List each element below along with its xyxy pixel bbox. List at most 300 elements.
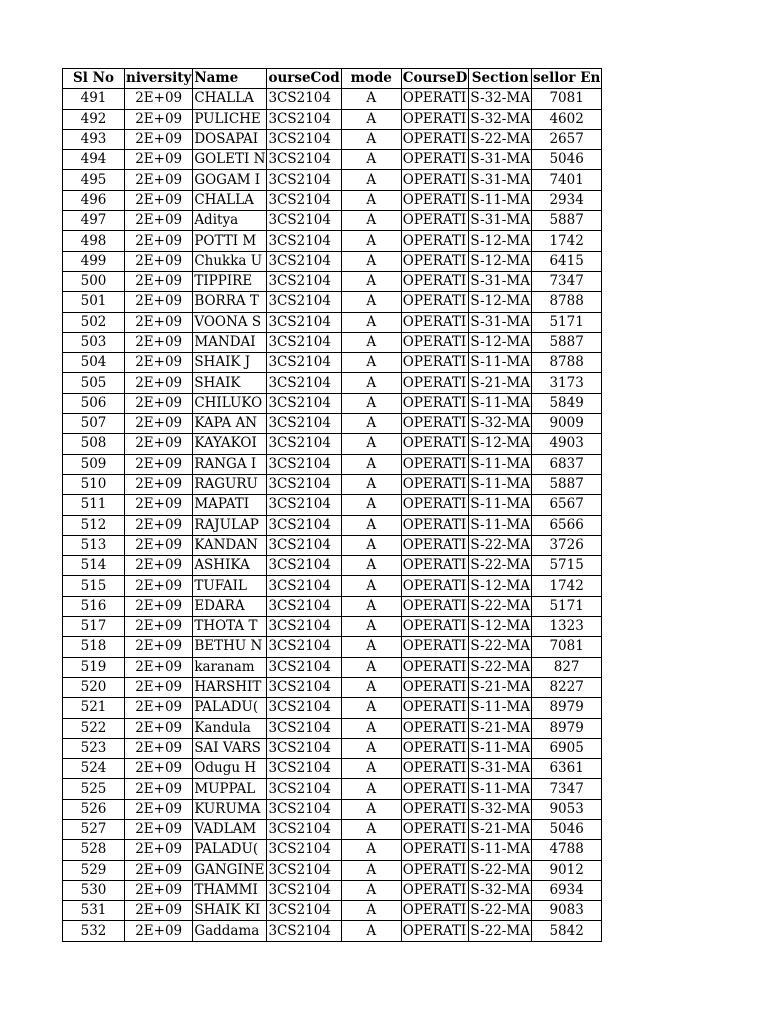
cell-course-code[interactable]: 3CS2104 — [267, 677, 341, 697]
cell-mode[interactable]: A — [341, 89, 401, 109]
cell-counsellor[interactable]: 5842 — [531, 921, 601, 941]
cell-mode[interactable]: A — [341, 921, 401, 941]
cell-university[interactable]: 2E+09 — [125, 332, 193, 352]
cell-university[interactable]: 2E+09 — [125, 373, 193, 393]
cell-mode[interactable]: A — [341, 799, 401, 819]
cell-course-description[interactable]: OPERATI — [401, 677, 469, 697]
cell-counsellor[interactable]: 9053 — [531, 799, 601, 819]
cell-counsellor[interactable]: 5887 — [531, 474, 601, 494]
cell-mode[interactable]: A — [341, 231, 401, 251]
cell-section[interactable]: S-11-MA — [469, 840, 532, 860]
cell-sl-no[interactable]: 526 — [63, 799, 125, 819]
cell-section[interactable]: S-11-MA — [469, 474, 532, 494]
cell-counsellor[interactable]: 8788 — [531, 353, 601, 373]
cell-name[interactable]: GOGAM I — [193, 170, 267, 190]
cell-university[interactable]: 2E+09 — [125, 535, 193, 555]
cell-sl-no[interactable]: 527 — [63, 819, 125, 839]
cell-counsellor[interactable]: 9083 — [531, 901, 601, 921]
cell-mode[interactable]: A — [341, 170, 401, 190]
cell-section[interactable]: S-31-MA — [469, 271, 532, 291]
cell-course-description[interactable]: OPERATI — [401, 515, 469, 535]
cell-section[interactable]: S-12-MA — [469, 576, 532, 596]
cell-counsellor[interactable]: 7401 — [531, 170, 601, 190]
cell-counsellor[interactable]: 5046 — [531, 819, 601, 839]
cell-course-code[interactable]: 3CS2104 — [267, 170, 341, 190]
cell-counsellor[interactable]: 4788 — [531, 840, 601, 860]
cell-university[interactable]: 2E+09 — [125, 698, 193, 718]
cell-counsellor[interactable]: 5171 — [531, 596, 601, 616]
cell-counsellor[interactable]: 1742 — [531, 576, 601, 596]
cell-name[interactable]: MAPATI — [193, 495, 267, 515]
cell-course-description[interactable]: OPERATI — [401, 637, 469, 657]
cell-counsellor[interactable]: 7081 — [531, 89, 601, 109]
cell-section[interactable]: S-22-MA — [469, 860, 532, 880]
cell-section[interactable]: S-22-MA — [469, 901, 532, 921]
cell-university[interactable]: 2E+09 — [125, 312, 193, 332]
cell-name[interactable]: KAPA AN — [193, 414, 267, 434]
cell-mode[interactable]: A — [341, 190, 401, 210]
cell-course-description[interactable]: OPERATI — [401, 292, 469, 312]
cell-mode[interactable]: A — [341, 292, 401, 312]
cell-sl-no[interactable]: 532 — [63, 921, 125, 941]
cell-name[interactable]: TIPPIRE — [193, 271, 267, 291]
cell-name[interactable]: PALADU( — [193, 840, 267, 860]
cell-sl-no[interactable]: 505 — [63, 373, 125, 393]
cell-sl-no[interactable]: 529 — [63, 860, 125, 880]
cell-section[interactable]: S-11-MA — [469, 738, 532, 758]
cell-course-description[interactable]: OPERATI — [401, 718, 469, 738]
cell-sl-no[interactable]: 506 — [63, 393, 125, 413]
cell-section[interactable]: S-22-MA — [469, 556, 532, 576]
header-sl-no[interactable]: Sl No — [63, 69, 125, 89]
cell-counsellor[interactable]: 9012 — [531, 860, 601, 880]
cell-course-description[interactable]: OPERATI — [401, 576, 469, 596]
cell-mode[interactable]: A — [341, 840, 401, 860]
cell-course-code[interactable]: 3CS2104 — [267, 698, 341, 718]
cell-name[interactable]: PULICHE — [193, 109, 267, 129]
cell-sl-no[interactable]: 504 — [63, 353, 125, 373]
cell-course-description[interactable]: OPERATI — [401, 535, 469, 555]
cell-sl-no[interactable]: 516 — [63, 596, 125, 616]
cell-counsellor[interactable]: 1323 — [531, 617, 601, 637]
cell-counsellor[interactable]: 6567 — [531, 495, 601, 515]
cell-name[interactable]: THOTA T — [193, 617, 267, 637]
cell-sl-no[interactable]: 493 — [63, 129, 125, 149]
cell-counsellor[interactable]: 6415 — [531, 251, 601, 271]
cell-counsellor[interactable]: 6934 — [531, 880, 601, 900]
cell-counsellor[interactable]: 5715 — [531, 556, 601, 576]
header-course-description[interactable]: CourseD — [401, 69, 469, 89]
cell-section[interactable]: S-31-MA — [469, 170, 532, 190]
cell-mode[interactable]: A — [341, 129, 401, 149]
cell-sl-no[interactable]: 525 — [63, 779, 125, 799]
cell-section[interactable]: S-12-MA — [469, 251, 532, 271]
cell-sl-no[interactable]: 524 — [63, 759, 125, 779]
cell-course-description[interactable]: OPERATI — [401, 332, 469, 352]
cell-course-code[interactable]: 3CS2104 — [267, 211, 341, 231]
cell-section[interactable]: S-11-MA — [469, 454, 532, 474]
cell-mode[interactable]: A — [341, 414, 401, 434]
cell-university[interactable]: 2E+09 — [125, 474, 193, 494]
cell-section[interactable]: S-22-MA — [469, 637, 532, 657]
cell-course-description[interactable]: OPERATI — [401, 556, 469, 576]
header-section[interactable]: Section — [469, 69, 532, 89]
cell-university[interactable]: 2E+09 — [125, 718, 193, 738]
cell-course-description[interactable]: OPERATI — [401, 150, 469, 170]
cell-course-description[interactable]: OPERATI — [401, 596, 469, 616]
cell-course-code[interactable]: 3CS2104 — [267, 637, 341, 657]
cell-sl-no[interactable]: 522 — [63, 718, 125, 738]
cell-university[interactable]: 2E+09 — [125, 677, 193, 697]
cell-name[interactable]: KANDAN — [193, 535, 267, 555]
cell-course-code[interactable]: 3CS2104 — [267, 738, 341, 758]
cell-section[interactable]: S-32-MA — [469, 89, 532, 109]
cell-name[interactable]: Odugu H — [193, 759, 267, 779]
header-course-code[interactable]: ourseCod — [267, 69, 341, 89]
cell-course-code[interactable]: 3CS2104 — [267, 799, 341, 819]
cell-mode[interactable]: A — [341, 353, 401, 373]
cell-name[interactable]: DOSAPAI — [193, 129, 267, 149]
cell-mode[interactable]: A — [341, 495, 401, 515]
cell-sl-no[interactable]: 494 — [63, 150, 125, 170]
cell-university[interactable]: 2E+09 — [125, 901, 193, 921]
cell-course-description[interactable]: OPERATI — [401, 495, 469, 515]
cell-section[interactable]: S-11-MA — [469, 393, 532, 413]
cell-name[interactable]: Chukka U — [193, 251, 267, 271]
cell-course-code[interactable]: 3CS2104 — [267, 495, 341, 515]
cell-section[interactable]: S-32-MA — [469, 109, 532, 129]
header-university[interactable]: niversity — [125, 69, 193, 89]
cell-counsellor[interactable]: 2657 — [531, 129, 601, 149]
cell-section[interactable]: S-21-MA — [469, 718, 532, 738]
cell-name[interactable]: RANGA I — [193, 454, 267, 474]
cell-university[interactable]: 2E+09 — [125, 434, 193, 454]
cell-section[interactable]: S-11-MA — [469, 515, 532, 535]
cell-section[interactable]: S-22-MA — [469, 535, 532, 555]
cell-mode[interactable]: A — [341, 251, 401, 271]
cell-course-code[interactable]: 3CS2104 — [267, 190, 341, 210]
cell-course-description[interactable]: OPERATI — [401, 231, 469, 251]
cell-section[interactable]: S-22-MA — [469, 921, 532, 941]
cell-course-code[interactable]: 3CS2104 — [267, 353, 341, 373]
cell-name[interactable]: HARSHIT — [193, 677, 267, 697]
cell-course-code[interactable]: 3CS2104 — [267, 150, 341, 170]
cell-course-description[interactable]: OPERATI — [401, 89, 469, 109]
cell-name[interactable]: POTTI M — [193, 231, 267, 251]
cell-university[interactable]: 2E+09 — [125, 921, 193, 941]
cell-course-description[interactable]: OPERATI — [401, 617, 469, 637]
cell-mode[interactable]: A — [341, 718, 401, 738]
cell-university[interactable]: 2E+09 — [125, 211, 193, 231]
cell-name[interactable]: KURUMA — [193, 799, 267, 819]
cell-mode[interactable]: A — [341, 759, 401, 779]
cell-course-code[interactable]: 3CS2104 — [267, 657, 341, 677]
cell-section[interactable]: S-11-MA — [469, 698, 532, 718]
cell-name[interactable]: VADLAM — [193, 819, 267, 839]
cell-section[interactable]: S-11-MA — [469, 779, 532, 799]
cell-name[interactable]: VOONA S — [193, 312, 267, 332]
cell-sl-no[interactable]: 513 — [63, 535, 125, 555]
cell-sl-no[interactable]: 521 — [63, 698, 125, 718]
cell-course-description[interactable]: OPERATI — [401, 474, 469, 494]
cell-mode[interactable]: A — [341, 109, 401, 129]
cell-university[interactable]: 2E+09 — [125, 393, 193, 413]
cell-sl-no[interactable]: 508 — [63, 434, 125, 454]
cell-university[interactable]: 2E+09 — [125, 840, 193, 860]
cell-mode[interactable]: A — [341, 211, 401, 231]
cell-mode[interactable]: A — [341, 454, 401, 474]
cell-university[interactable]: 2E+09 — [125, 819, 193, 839]
cell-sl-no[interactable]: 503 — [63, 332, 125, 352]
cell-mode[interactable]: A — [341, 880, 401, 900]
header-counsellor[interactable]: sellor En — [531, 69, 601, 89]
cell-course-code[interactable]: 3CS2104 — [267, 880, 341, 900]
cell-name[interactable]: TUFAIL — [193, 576, 267, 596]
cell-name[interactable]: RAJULAP — [193, 515, 267, 535]
cell-course-description[interactable]: OPERATI — [401, 353, 469, 373]
cell-course-description[interactable]: OPERATI — [401, 211, 469, 231]
cell-university[interactable]: 2E+09 — [125, 271, 193, 291]
cell-name[interactable]: EDARA — [193, 596, 267, 616]
cell-section[interactable]: S-22-MA — [469, 657, 532, 677]
cell-name[interactable]: Aditya — [193, 211, 267, 231]
cell-mode[interactable]: A — [341, 901, 401, 921]
cell-counsellor[interactable]: 3173 — [531, 373, 601, 393]
cell-counsellor[interactable]: 5171 — [531, 312, 601, 332]
cell-course-code[interactable]: 3CS2104 — [267, 251, 341, 271]
cell-sl-no[interactable]: 498 — [63, 231, 125, 251]
cell-counsellor[interactable]: 6566 — [531, 515, 601, 535]
cell-counsellor[interactable]: 8979 — [531, 718, 601, 738]
cell-mode[interactable]: A — [341, 556, 401, 576]
cell-name[interactable]: MUPPAL — [193, 779, 267, 799]
cell-section[interactable]: S-32-MA — [469, 799, 532, 819]
cell-name[interactable]: CHALLA — [193, 190, 267, 210]
cell-mode[interactable]: A — [341, 393, 401, 413]
cell-university[interactable]: 2E+09 — [125, 860, 193, 880]
cell-counsellor[interactable]: 4903 — [531, 434, 601, 454]
cell-name[interactable]: Gaddama — [193, 921, 267, 941]
cell-course-description[interactable]: OPERATI — [401, 170, 469, 190]
cell-university[interactable]: 2E+09 — [125, 109, 193, 129]
cell-course-code[interactable]: 3CS2104 — [267, 474, 341, 494]
cell-university[interactable]: 2E+09 — [125, 738, 193, 758]
cell-counsellor[interactable]: 4602 — [531, 109, 601, 129]
cell-course-code[interactable]: 3CS2104 — [267, 921, 341, 941]
cell-course-description[interactable]: OPERATI — [401, 880, 469, 900]
cell-course-code[interactable]: 3CS2104 — [267, 596, 341, 616]
cell-name[interactable]: BETHU N — [193, 637, 267, 657]
cell-name[interactable]: ASHIKA — [193, 556, 267, 576]
cell-sl-no[interactable]: 502 — [63, 312, 125, 332]
cell-course-code[interactable]: 3CS2104 — [267, 860, 341, 880]
cell-mode[interactable]: A — [341, 677, 401, 697]
cell-course-description[interactable]: OPERATI — [401, 901, 469, 921]
cell-name[interactable]: THAMMI — [193, 880, 267, 900]
cell-counsellor[interactable]: 3726 — [531, 535, 601, 555]
cell-section[interactable]: S-12-MA — [469, 332, 532, 352]
cell-course-description[interactable]: OPERATI — [401, 657, 469, 677]
cell-sl-no[interactable]: 500 — [63, 271, 125, 291]
cell-sl-no[interactable]: 509 — [63, 454, 125, 474]
cell-university[interactable]: 2E+09 — [125, 292, 193, 312]
cell-mode[interactable]: A — [341, 332, 401, 352]
cell-mode[interactable]: A — [341, 271, 401, 291]
cell-university[interactable]: 2E+09 — [125, 759, 193, 779]
cell-university[interactable]: 2E+09 — [125, 556, 193, 576]
cell-section[interactable]: S-12-MA — [469, 434, 532, 454]
cell-mode[interactable]: A — [341, 637, 401, 657]
cell-name[interactable]: Kandula — [193, 718, 267, 738]
cell-counsellor[interactable]: 7347 — [531, 779, 601, 799]
cell-mode[interactable]: A — [341, 819, 401, 839]
cell-section[interactable]: S-21-MA — [469, 677, 532, 697]
cell-sl-no[interactable]: 520 — [63, 677, 125, 697]
cell-university[interactable]: 2E+09 — [125, 799, 193, 819]
cell-counsellor[interactable]: 8979 — [531, 698, 601, 718]
cell-course-code[interactable]: 3CS2104 — [267, 617, 341, 637]
cell-university[interactable]: 2E+09 — [125, 231, 193, 251]
cell-name[interactable]: MANDAI — [193, 332, 267, 352]
cell-mode[interactable]: A — [341, 535, 401, 555]
cell-course-code[interactable]: 3CS2104 — [267, 759, 341, 779]
cell-section[interactable]: S-31-MA — [469, 312, 532, 332]
cell-sl-no[interactable]: 530 — [63, 880, 125, 900]
cell-university[interactable]: 2E+09 — [125, 576, 193, 596]
cell-section[interactable]: S-21-MA — [469, 373, 532, 393]
cell-university[interactable]: 2E+09 — [125, 454, 193, 474]
cell-sl-no[interactable]: 512 — [63, 515, 125, 535]
cell-counsellor[interactable]: 5046 — [531, 150, 601, 170]
cell-course-code[interactable]: 3CS2104 — [267, 535, 341, 555]
cell-university[interactable]: 2E+09 — [125, 657, 193, 677]
cell-section[interactable]: S-11-MA — [469, 495, 532, 515]
cell-name[interactable]: SHAIK KI — [193, 901, 267, 921]
cell-counsellor[interactable]: 2934 — [531, 190, 601, 210]
cell-course-code[interactable]: 3CS2104 — [267, 576, 341, 596]
cell-sl-no[interactable]: 501 — [63, 292, 125, 312]
cell-section[interactable]: S-12-MA — [469, 292, 532, 312]
cell-course-description[interactable]: OPERATI — [401, 698, 469, 718]
cell-mode[interactable]: A — [341, 373, 401, 393]
cell-section[interactable]: S-31-MA — [469, 150, 532, 170]
cell-counsellor[interactable]: 5887 — [531, 211, 601, 231]
cell-section[interactable]: S-22-MA — [469, 596, 532, 616]
cell-counsellor[interactable]: 7081 — [531, 637, 601, 657]
cell-mode[interactable]: A — [341, 596, 401, 616]
cell-university[interactable]: 2E+09 — [125, 190, 193, 210]
cell-mode[interactable]: A — [341, 860, 401, 880]
cell-university[interactable]: 2E+09 — [125, 596, 193, 616]
cell-name[interactable]: GOLETI N — [193, 150, 267, 170]
cell-sl-no[interactable]: 515 — [63, 576, 125, 596]
cell-sl-no[interactable]: 518 — [63, 637, 125, 657]
cell-course-description[interactable]: OPERATI — [401, 434, 469, 454]
cell-counsellor[interactable]: 6905 — [531, 738, 601, 758]
cell-course-description[interactable]: OPERATI — [401, 819, 469, 839]
cell-course-code[interactable]: 3CS2104 — [267, 231, 341, 251]
cell-sl-no[interactable]: 517 — [63, 617, 125, 637]
cell-course-code[interactable]: 3CS2104 — [267, 454, 341, 474]
cell-course-description[interactable]: OPERATI — [401, 779, 469, 799]
cell-section[interactable]: S-32-MA — [469, 414, 532, 434]
cell-university[interactable]: 2E+09 — [125, 617, 193, 637]
cell-sl-no[interactable]: 510 — [63, 474, 125, 494]
cell-course-code[interactable]: 3CS2104 — [267, 779, 341, 799]
cell-counsellor[interactable]: 5849 — [531, 393, 601, 413]
cell-mode[interactable]: A — [341, 474, 401, 494]
cell-course-code[interactable]: 3CS2104 — [267, 393, 341, 413]
cell-university[interactable]: 2E+09 — [125, 779, 193, 799]
cell-sl-no[interactable]: 491 — [63, 89, 125, 109]
cell-sl-no[interactable]: 511 — [63, 495, 125, 515]
cell-course-code[interactable]: 3CS2104 — [267, 312, 341, 332]
cell-sl-no[interactable]: 528 — [63, 840, 125, 860]
cell-counsellor[interactable]: 9009 — [531, 414, 601, 434]
cell-section[interactable]: S-22-MA — [469, 129, 532, 149]
cell-course-description[interactable]: OPERATI — [401, 840, 469, 860]
cell-section[interactable]: S-31-MA — [469, 211, 532, 231]
cell-counsellor[interactable]: 5887 — [531, 332, 601, 352]
cell-mode[interactable]: A — [341, 738, 401, 758]
cell-sl-no[interactable]: 531 — [63, 901, 125, 921]
cell-course-code[interactable]: 3CS2104 — [267, 332, 341, 352]
cell-course-code[interactable]: 3CS2104 — [267, 556, 341, 576]
cell-section[interactable]: S-11-MA — [469, 190, 532, 210]
cell-sl-no[interactable]: 519 — [63, 657, 125, 677]
cell-name[interactable]: GANGINE — [193, 860, 267, 880]
cell-course-description[interactable]: OPERATI — [401, 393, 469, 413]
cell-mode[interactable]: A — [341, 657, 401, 677]
header-mode[interactable]: mode — [341, 69, 401, 89]
cell-course-description[interactable]: OPERATI — [401, 190, 469, 210]
cell-course-description[interactable]: OPERATI — [401, 271, 469, 291]
cell-university[interactable]: 2E+09 — [125, 637, 193, 657]
cell-section[interactable]: S-12-MA — [469, 231, 532, 251]
cell-section[interactable]: S-12-MA — [469, 617, 532, 637]
cell-course-code[interactable]: 3CS2104 — [267, 414, 341, 434]
cell-university[interactable]: 2E+09 — [125, 414, 193, 434]
cell-university[interactable]: 2E+09 — [125, 880, 193, 900]
cell-sl-no[interactable]: 495 — [63, 170, 125, 190]
cell-course-code[interactable]: 3CS2104 — [267, 819, 341, 839]
cell-sl-no[interactable]: 523 — [63, 738, 125, 758]
cell-name[interactable]: PALADU( — [193, 698, 267, 718]
cell-course-code[interactable]: 3CS2104 — [267, 434, 341, 454]
cell-sl-no[interactable]: 514 — [63, 556, 125, 576]
cell-counsellor[interactable]: 827 — [531, 657, 601, 677]
cell-counsellor[interactable]: 6837 — [531, 454, 601, 474]
cell-mode[interactable]: A — [341, 434, 401, 454]
cell-sl-no[interactable]: 499 — [63, 251, 125, 271]
cell-sl-no[interactable]: 497 — [63, 211, 125, 231]
cell-name[interactable]: BORRA T — [193, 292, 267, 312]
cell-counsellor[interactable]: 6361 — [531, 759, 601, 779]
cell-course-description[interactable]: OPERATI — [401, 860, 469, 880]
cell-course-code[interactable]: 3CS2104 — [267, 292, 341, 312]
cell-counsellor[interactable]: 8227 — [531, 677, 601, 697]
cell-sl-no[interactable]: 492 — [63, 109, 125, 129]
cell-mode[interactable]: A — [341, 150, 401, 170]
cell-university[interactable]: 2E+09 — [125, 170, 193, 190]
cell-university[interactable]: 2E+09 — [125, 515, 193, 535]
cell-name[interactable]: CHILUKO — [193, 393, 267, 413]
cell-section[interactable]: S-21-MA — [469, 819, 532, 839]
cell-course-description[interactable]: OPERATI — [401, 454, 469, 474]
cell-course-code[interactable]: 3CS2104 — [267, 109, 341, 129]
cell-course-code[interactable]: 3CS2104 — [267, 89, 341, 109]
cell-course-description[interactable]: OPERATI — [401, 373, 469, 393]
